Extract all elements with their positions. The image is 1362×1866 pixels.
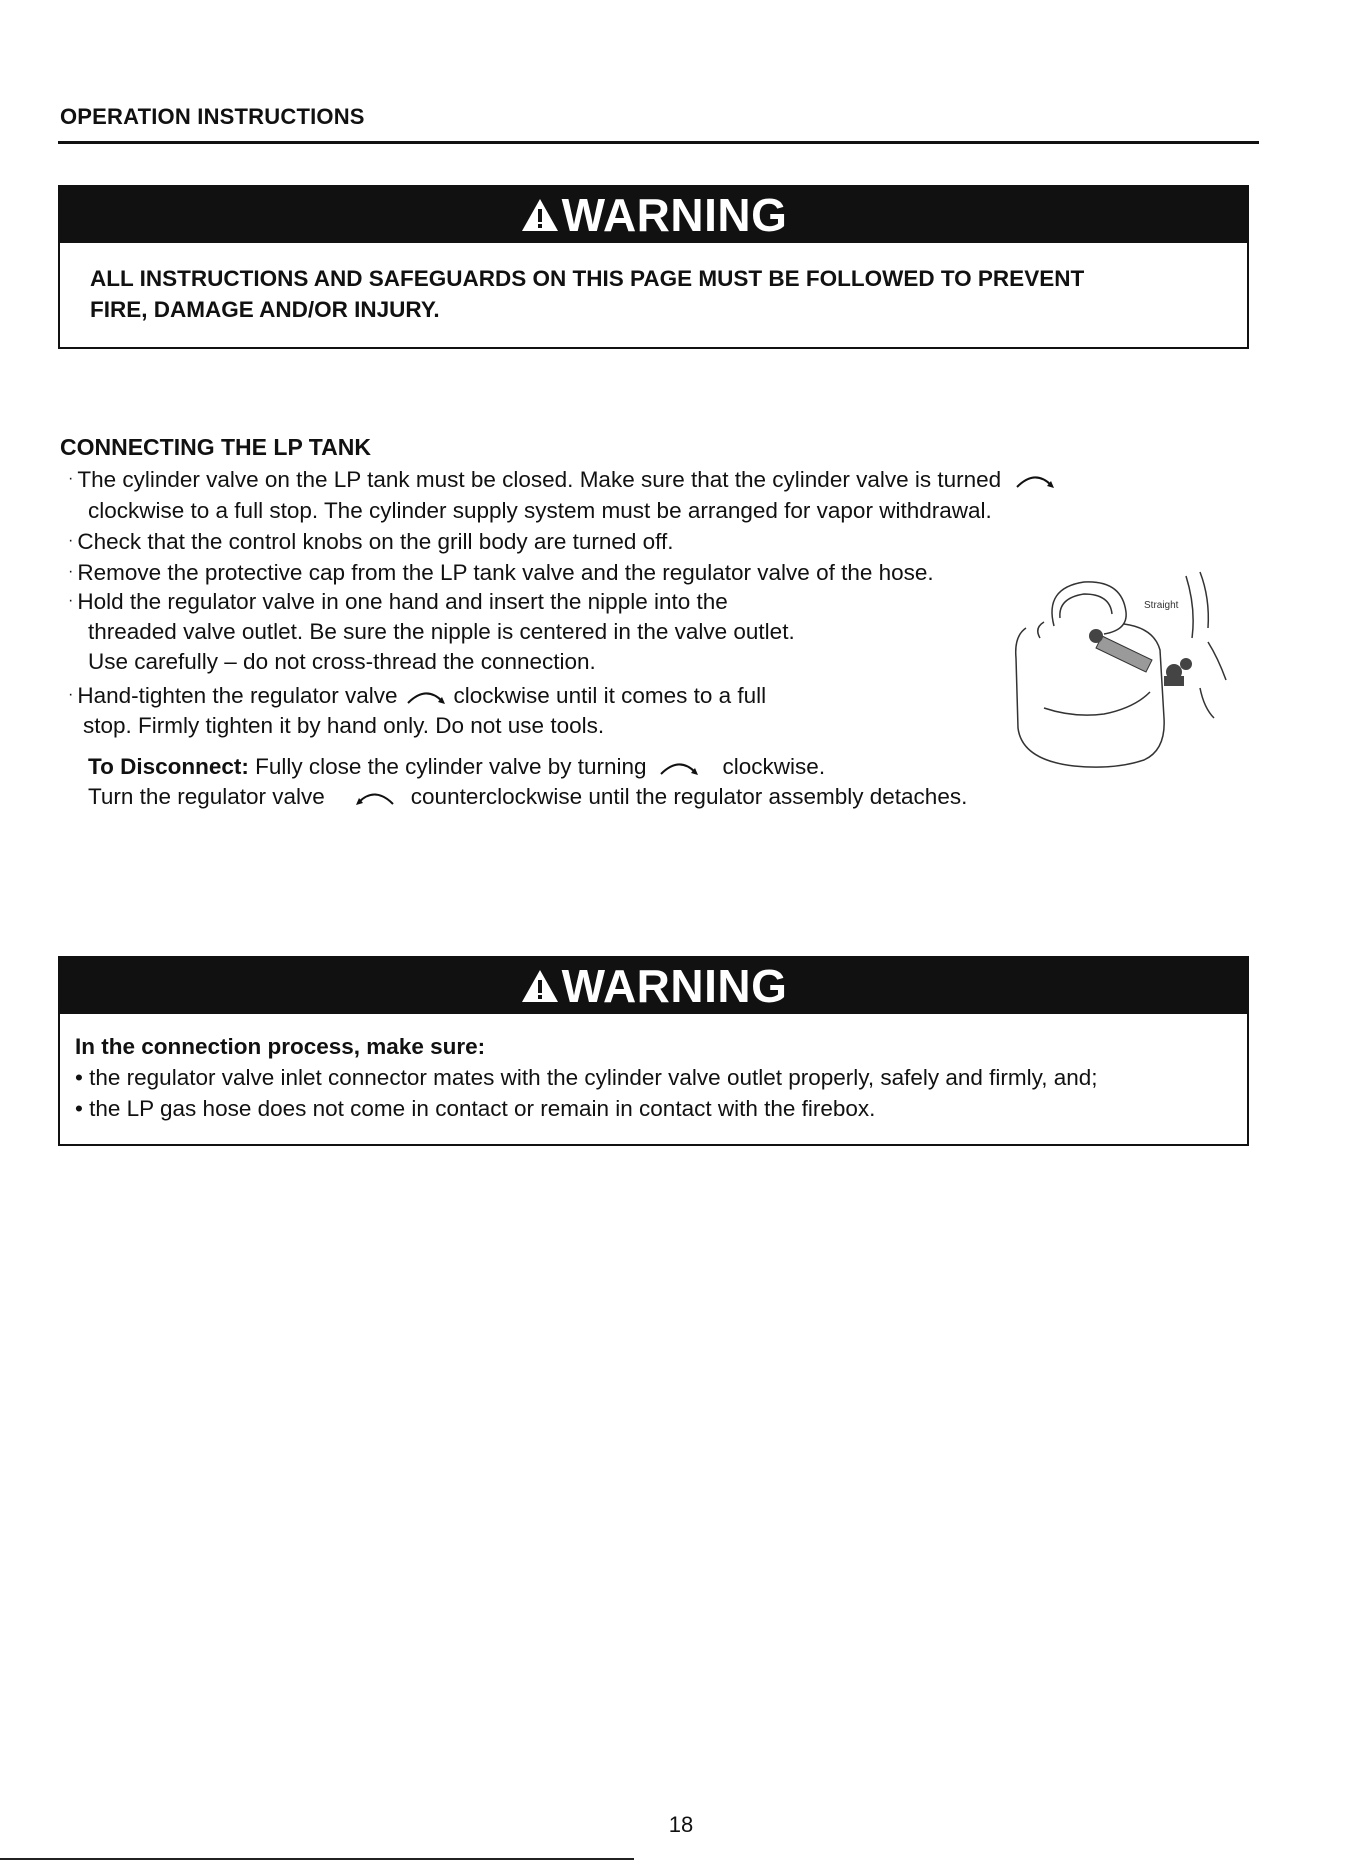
- warning-triangle-icon: [520, 961, 560, 1015]
- section-title: OPERATION INSTRUCTIONS: [60, 104, 365, 129]
- page-number: 18: [668, 1812, 694, 1837]
- warning-item: • the regulator valve inlet connector mates with the cylinder valve outlet properly, safely and firmly, and;: [75, 1065, 1098, 1090]
- figure-label: Straight: [1144, 600, 1179, 611]
- bullet-dot: ·: [68, 563, 74, 580]
- warning-box-top: [58, 185, 1249, 349]
- instruction-line: · Hand-tighten the regulator valve clockwise until it comes to a full: [68, 683, 767, 708]
- warning-lead: In the connection process, make sure:: [75, 1034, 486, 1059]
- warning-text-line: ALL INSTRUCTIONS AND SAFEGUARDS ON THIS PAGE MUST BE FOLLOWED TO PREVENT: [90, 266, 1085, 291]
- clockwise-arrow-icon: [657, 758, 701, 778]
- clockwise-arrow-icon: [1013, 471, 1057, 491]
- connecting-heading: CONNECTING THE LP TANK: [60, 434, 371, 460]
- bullet-dot: ·: [68, 686, 74, 703]
- disconnect-line: Turn the regulator valve counterclockwise until the regulator assembly detaches.: [88, 784, 968, 809]
- warning-box-bottom: [58, 956, 1249, 1146]
- instruction-line: · Hold the regulator valve in one hand and insert the nipple into the: [68, 589, 728, 614]
- warning-title: WARNING: [561, 960, 788, 1012]
- bullet-dot: ·: [68, 470, 74, 487]
- instruction-line: Use carefully – do not cross-thread the connection.: [88, 649, 596, 674]
- warning-title: WARNING: [561, 189, 788, 241]
- disconnect-line: To Disconnect: Fully close the cylinder valve by turning clockwise.: [88, 754, 826, 779]
- disconnect-label: To Disconnect:: [88, 754, 249, 779]
- warning-triangle-icon: [520, 190, 560, 244]
- lp-tank-illustration: [1004, 568, 1236, 778]
- instruction-line: threaded valve outlet. Be sure the nipple is centered in the valve outlet.: [88, 619, 795, 644]
- title-rule: [58, 141, 1259, 144]
- bullet-dot: ·: [68, 532, 74, 549]
- instruction-line: clockwise to a full stop. The cylinder supply system must be arranged for vapor withdrawal.: [88, 498, 992, 523]
- warning-item: • the LP gas hose does not come in contact or remain in contact with the firebox.: [75, 1096, 876, 1121]
- instruction-line: stop. Firmly tighten it by hand only. Do not use tools.: [83, 713, 605, 738]
- warning-banner: [60, 958, 1247, 1014]
- instruction-line: · The cylinder valve on the LP tank must be closed. Make sure that the cylinder valve is turned: [68, 467, 1063, 493]
- instruction-line: · Remove the protective cap from the LP tank valve and the regulator valve of the hose.: [68, 560, 934, 585]
- warning-text-line: FIRE, DAMAGE AND/OR INJURY.: [90, 297, 440, 322]
- bottom-rule: [0, 1858, 634, 1860]
- counterclockwise-arrow-icon: [353, 788, 397, 808]
- instruction-line: · Check that the control knobs on the grill body are turned off.: [68, 529, 674, 554]
- warning-banner: [60, 187, 1247, 243]
- bullet-dot: ·: [68, 592, 74, 609]
- clockwise-arrow-icon: [404, 687, 448, 707]
